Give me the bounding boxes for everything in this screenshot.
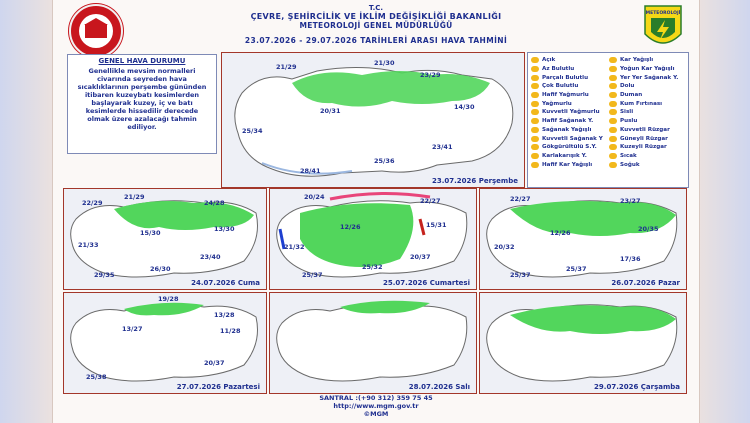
map-date: 23.07.2026 Perşembe: [431, 177, 518, 185]
temp-label: 25/36: [374, 157, 395, 165]
weather-icon: [609, 66, 617, 72]
temp-label: 22/29: [82, 199, 103, 207]
weather-legend: [527, 52, 689, 188]
temp-label: 14/30: [454, 103, 475, 111]
weather-icon: [531, 136, 539, 142]
map-panel-main: [221, 52, 525, 188]
weather-icon: [609, 144, 617, 150]
legend-label: Az Bulutlu: [542, 66, 575, 73]
legend-item: [531, 108, 609, 117]
temp-label: 20/37: [410, 253, 431, 261]
legend-label: Gökgürültülü S.Y.: [542, 144, 597, 151]
legend-label: Kuzeyli Rüzgar: [620, 144, 667, 151]
legend-label: Parçalı Bulutlu: [542, 74, 589, 81]
weather-icon: [531, 66, 539, 72]
legend-label: Kum Fırtınası: [620, 100, 663, 107]
temp-label: 22/27: [420, 197, 441, 205]
legend-item: [609, 152, 687, 161]
legend-item: [609, 56, 687, 65]
temp-label: 20/32: [494, 243, 515, 251]
legend-label: Hafif Sağanak Y.: [542, 118, 594, 125]
weather-icon: [531, 144, 539, 150]
temp-label: 13/27: [122, 325, 143, 333]
temp-label: 20/35: [638, 225, 659, 233]
temp-label: 20/24: [304, 193, 325, 201]
temp-label: 15/31: [426, 221, 447, 229]
weather-icon: [609, 109, 617, 115]
temp-label: 25/37: [510, 271, 531, 279]
weather-icon: [531, 101, 539, 107]
legend-label: Soğuk: [620, 161, 640, 168]
legend-item: [609, 134, 687, 143]
legend-item: [531, 152, 609, 161]
temp-label: 25/32: [362, 263, 383, 271]
legend-item: [609, 99, 687, 108]
legend-label: Sağanak Yağışlı: [542, 126, 592, 133]
legend-item: [609, 82, 687, 91]
map-panel-day2: [63, 188, 267, 290]
temp-label: 25/34: [242, 127, 263, 135]
legend-item: [609, 108, 687, 117]
legend-item: [609, 160, 687, 169]
temp-label: 21/33: [78, 241, 99, 249]
legend-label: Duman: [620, 92, 643, 99]
temp-label: 25/37: [566, 265, 587, 273]
temp-label: 21/29: [124, 193, 145, 201]
legend-label: Güneyli Rüzgar: [620, 135, 668, 142]
legend-item: [531, 126, 609, 135]
weather-icon: [609, 75, 617, 81]
legend-item: [531, 56, 609, 65]
legend-label: Yer Yer Sağanak Y.: [620, 74, 679, 81]
map-panel-day7: [479, 292, 687, 394]
forecast-range: 23.07.2026 - 29.07.2026 TARİHLERİ ARASI HAVA TAHMİNİ: [244, 36, 508, 45]
temp-label: 23/27: [620, 197, 641, 205]
map-date: 26.07.2026 Pazar: [611, 279, 680, 287]
weather-icon: [609, 118, 617, 124]
weather-icon: [609, 127, 617, 133]
footer-website: http://www.mgm.gov.tr: [333, 402, 419, 410]
map-date: 25.07.2026 Cumartesi: [383, 279, 470, 287]
legend-item: [531, 91, 609, 100]
map-panel-day5: [63, 292, 267, 394]
background-left: [0, 0, 60, 423]
header: [53, 4, 699, 45]
map-panel-day6: [269, 292, 477, 394]
weather-icon: [531, 162, 539, 168]
temp-label: 11/28: [220, 327, 241, 335]
temp-label: 19/28: [158, 295, 179, 303]
legend-item: [531, 117, 609, 126]
temp-label: 13/30: [214, 225, 235, 233]
temp-label: 13/28: [214, 311, 235, 319]
legend-label: Kuvvetli Rüzgar: [620, 126, 670, 133]
temp-label: 24/28: [204, 199, 225, 207]
turkey-map-main: [222, 53, 524, 187]
map-date: 27.07.2026 Pazartesi: [176, 383, 260, 391]
temp-label: 20/37: [204, 359, 225, 367]
ministry-name: ÇEVRE, ŞEHİRCİLİK VE İKLİM DEĞİŞİKLİĞİ BAKANLIĞI: [250, 12, 502, 21]
temp-label: 21/32: [284, 243, 305, 251]
weather-icon: [609, 57, 617, 63]
temp-label: 12/26: [340, 223, 361, 231]
legend-label: Kuvvetli Sağanak Y: [542, 135, 603, 142]
legend-item: [609, 65, 687, 74]
legend-label: Hafif Yağmurlu: [542, 92, 589, 99]
weather-icon: [609, 92, 617, 98]
legend-item: [609, 126, 687, 135]
legend-label: Karlakarışık Y.: [542, 152, 587, 159]
legend-item: [531, 99, 609, 108]
legend-item: [609, 91, 687, 100]
temp-label: 17/36: [620, 255, 641, 263]
temp-label: 25/37: [302, 271, 323, 279]
weather-icon: [609, 162, 617, 168]
weather-icon: [609, 101, 617, 107]
map-date: 29.07.2026 Çarşamba: [594, 383, 680, 391]
footer: [53, 394, 699, 418]
temp-label: 15/30: [140, 229, 161, 237]
legend-item: [531, 160, 609, 169]
legend-label: Yoğun Kar Yağışlı: [620, 66, 675, 73]
temp-label: 25/38: [86, 373, 107, 381]
legend-item: [531, 65, 609, 74]
turkey-map-day7: [480, 293, 686, 393]
legend-label: Kar Yağışlı: [620, 57, 654, 64]
weather-icon: [531, 118, 539, 124]
legend-item: [531, 143, 609, 152]
legend-item: [609, 117, 687, 126]
weather-icon: [531, 75, 539, 81]
temp-label: 26/30: [150, 265, 171, 273]
legend-label: Dolu: [620, 83, 635, 90]
temp-label: 23/29: [420, 71, 441, 79]
legend-item: [531, 73, 609, 82]
temp-label: 21/29: [276, 63, 297, 71]
header-line1: T.C.: [368, 4, 384, 12]
map-date: 28.07.2026 Salı: [408, 383, 470, 391]
weather-icon: [531, 92, 539, 98]
temp-label: 23/40: [200, 253, 221, 261]
legend-label: Yağmurlu: [542, 100, 572, 107]
weather-icon: [531, 57, 539, 63]
legend-item: [609, 73, 687, 82]
weather-icon: [531, 83, 539, 89]
turkey-map-day6: [270, 293, 476, 393]
weather-icon: [531, 153, 539, 159]
weather-icon: [609, 136, 617, 142]
forecast-sheet: [52, 0, 700, 423]
temp-label: 22/27: [510, 195, 531, 203]
general-weather-box: [67, 54, 217, 154]
temp-label: 20/31: [320, 107, 341, 115]
legend-label: Hafif Kar Yağışlı: [542, 161, 593, 168]
weather-icon: [609, 83, 617, 89]
temp-label: 29/35: [94, 271, 115, 279]
legend-item: [531, 134, 609, 143]
turkey-map-day3: [270, 189, 476, 289]
temp-label: 28/41: [300, 167, 321, 175]
directorate-name: METEOROLOJİ GENEL MÜDÜRLÜĞÜ: [299, 21, 453, 30]
legend-label: Açık: [542, 57, 556, 64]
map-panel-day4: [479, 188, 687, 290]
legend-item: [609, 143, 687, 152]
general-weather-title: GENEL HAVA DURUMU: [98, 57, 186, 65]
temp-label: 21/30: [374, 59, 395, 67]
weather-icon: [531, 127, 539, 133]
svg-text:METEOROLOJİ: METEOROLOJİ: [645, 11, 681, 16]
weather-icon: [609, 153, 617, 159]
temp-label: 23/41: [432, 143, 453, 151]
legend-label: Puslu: [620, 118, 638, 125]
legend-label: Kuvvetli Yağmurlu: [542, 109, 600, 116]
footer-phone: SANTRAL :(+90 312) 359 75 45: [319, 394, 433, 402]
footer-copyright: ©MGM: [363, 410, 389, 418]
legend-label: Sıcak: [620, 152, 637, 159]
meteoroloji-logo: [643, 4, 683, 52]
legend-item: [531, 82, 609, 91]
general-weather-text: Genellikle mevsim normalleri civarında seyreden hava sıcaklıklarının perşembe gününden itibaren kuzeybatı kesimlerden başlayarak kuzey, iç ve batı kesimlerde hissedilir derecede olmak üzere azalacağı tahmin ediliyor.: [77, 67, 207, 131]
weather-icon: [531, 109, 539, 115]
legend-label: Sisli: [620, 109, 634, 116]
map-panel-day3: [269, 188, 477, 290]
map-date: 24.07.2026 Cuma: [191, 279, 260, 287]
legend-label: Çok Bulutlu: [542, 83, 579, 90]
temp-label: 12/26: [550, 229, 571, 237]
